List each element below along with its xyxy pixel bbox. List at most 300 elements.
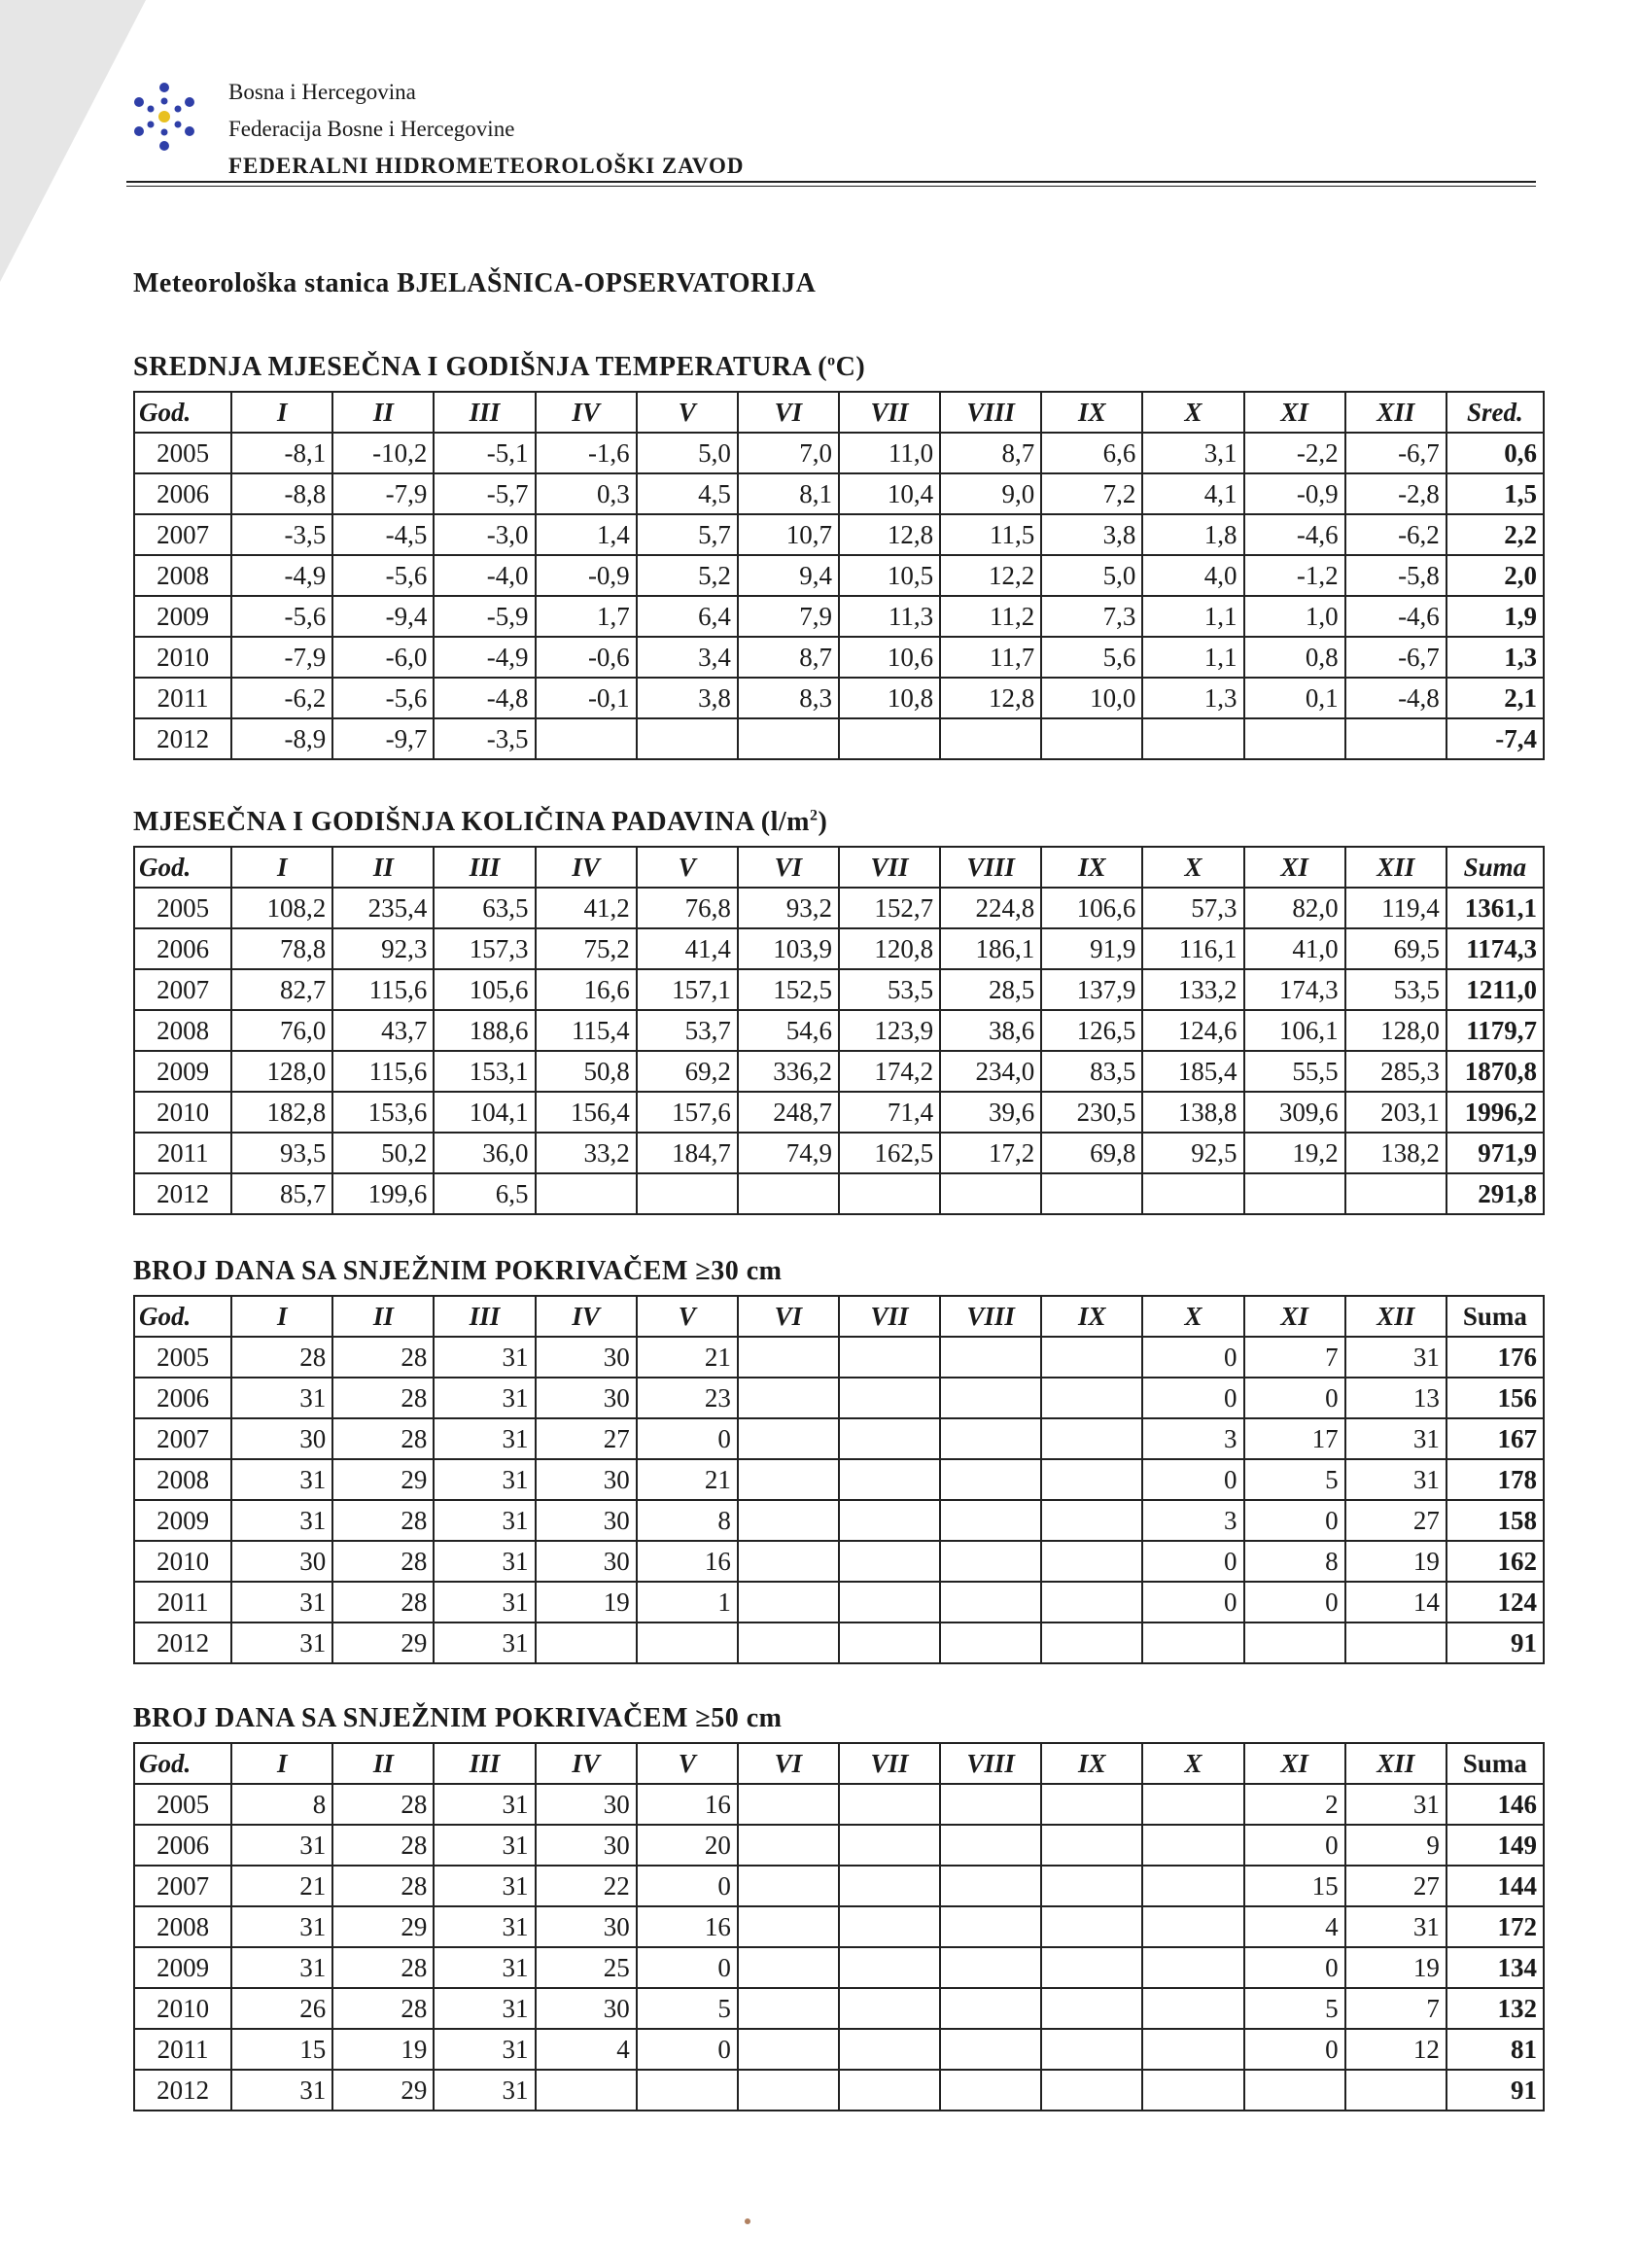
- value-cell: 0: [637, 1947, 738, 1988]
- year-cell: 2007: [134, 514, 231, 555]
- value-cell: 0: [637, 2029, 738, 2070]
- column-header: I: [231, 1296, 332, 1337]
- column-header: XII: [1345, 392, 1446, 433]
- value-cell: 28: [332, 1866, 434, 1906]
- year-cell: 2011: [134, 1133, 231, 1173]
- value-cell: 31: [434, 1825, 535, 1866]
- value-cell: 8: [231, 1784, 332, 1825]
- column-header: X: [1142, 1296, 1243, 1337]
- value-cell: [1041, 1173, 1142, 1214]
- snow30-title: BROJ DANA SA SNJEŽNIM POKRIVAČEM ≥30 cm: [133, 1256, 783, 1286]
- value-cell: 0: [1142, 1337, 1243, 1378]
- value-cell: [637, 1173, 738, 1214]
- value-cell: 39,6: [940, 1092, 1041, 1133]
- value-cell: 7: [1345, 1988, 1446, 2029]
- value-cell: 16,6: [536, 969, 637, 1010]
- value-cell: [1041, 1906, 1142, 1947]
- value-cell: [839, 1459, 940, 1500]
- value-cell: [1142, 718, 1243, 759]
- total-cell: 291,8: [1446, 1173, 1544, 1214]
- value-cell: 157,3: [434, 928, 535, 969]
- value-cell: 30: [536, 1500, 637, 1541]
- value-cell: 0: [637, 1418, 738, 1459]
- value-cell: [1142, 1173, 1243, 1214]
- table-row: [134, 1173, 1544, 1214]
- value-cell: -6,2: [231, 678, 332, 718]
- column-header: God.: [134, 1296, 231, 1337]
- value-cell: 69,2: [637, 1051, 738, 1092]
- value-cell: 30: [536, 1784, 637, 1825]
- table-row: [134, 928, 1544, 969]
- value-cell: 10,8: [839, 678, 940, 718]
- value-cell: [839, 1825, 940, 1866]
- value-cell: [1244, 1622, 1345, 1663]
- value-cell: 0: [1142, 1582, 1243, 1622]
- column-header: X: [1142, 1743, 1243, 1784]
- value-cell: [940, 1622, 1041, 1663]
- value-cell: [1041, 1541, 1142, 1582]
- value-cell: 5: [637, 1988, 738, 2029]
- value-cell: [738, 1622, 839, 1663]
- value-cell: 29: [332, 2070, 434, 2111]
- value-cell: 20: [637, 1825, 738, 1866]
- value-cell: 1,3: [1142, 678, 1243, 718]
- year-cell: 2010: [134, 637, 231, 678]
- year-cell: 2005: [134, 888, 231, 928]
- column-header: V: [637, 392, 738, 433]
- value-cell: 4: [536, 2029, 637, 2070]
- value-cell: 103,9: [738, 928, 839, 969]
- value-cell: 5,0: [637, 433, 738, 473]
- column-header: Suma: [1446, 1296, 1544, 1337]
- value-cell: 21: [231, 1866, 332, 1906]
- value-cell: 31: [434, 2070, 535, 2111]
- value-cell: 28: [332, 1500, 434, 1541]
- value-cell: 19,2: [1244, 1133, 1345, 1173]
- table-row: [134, 1784, 1544, 1825]
- value-cell: 53,5: [1345, 969, 1446, 1010]
- year-cell: 2007: [134, 969, 231, 1010]
- value-cell: 63,5: [434, 888, 535, 928]
- value-cell: 0: [1142, 1541, 1243, 1582]
- total-cell: 158: [1446, 1500, 1544, 1541]
- value-cell: [738, 1825, 839, 1866]
- value-cell: 9: [1345, 1825, 1446, 1866]
- column-header: God.: [134, 847, 231, 888]
- table-row: [134, 1825, 1544, 1866]
- value-cell: 31: [434, 1418, 535, 1459]
- value-cell: 82,0: [1244, 888, 1345, 928]
- value-cell: -6,7: [1345, 433, 1446, 473]
- column-header: III: [434, 392, 535, 433]
- value-cell: 157,6: [637, 1092, 738, 1133]
- value-cell: [940, 1173, 1041, 1214]
- value-cell: 124,6: [1142, 1010, 1243, 1051]
- total-cell: 2,0: [1446, 555, 1544, 596]
- value-cell: 31: [231, 1947, 332, 1988]
- value-cell: [536, 1173, 637, 1214]
- column-header: II: [332, 392, 434, 433]
- value-cell: [839, 718, 940, 759]
- value-cell: 19: [536, 1582, 637, 1622]
- value-cell: 8: [1244, 1541, 1345, 1582]
- value-cell: 8: [637, 1500, 738, 1541]
- value-cell: [839, 1378, 940, 1418]
- value-cell: 0: [1244, 1825, 1345, 1866]
- value-cell: 74,9: [738, 1133, 839, 1173]
- value-cell: 185,4: [1142, 1051, 1243, 1092]
- value-cell: 16: [637, 1784, 738, 1825]
- value-cell: 106,6: [1041, 888, 1142, 928]
- value-cell: 157,1: [637, 969, 738, 1010]
- value-cell: [738, 1784, 839, 1825]
- value-cell: 0: [1244, 1947, 1345, 1988]
- table-row: [134, 888, 1544, 928]
- value-cell: [738, 1500, 839, 1541]
- value-cell: 31: [434, 1947, 535, 1988]
- value-cell: 234,0: [940, 1051, 1041, 1092]
- value-cell: [839, 2029, 940, 2070]
- value-cell: [738, 1173, 839, 1214]
- value-cell: 31: [1345, 1418, 1446, 1459]
- value-cell: 31: [1345, 1337, 1446, 1378]
- value-cell: [839, 1988, 940, 2029]
- column-header: II: [332, 1743, 434, 1784]
- column-header: IX: [1041, 392, 1142, 433]
- column-header: IV: [536, 1296, 637, 1337]
- value-cell: [1244, 2070, 1345, 2111]
- table-row: [134, 2029, 1544, 2070]
- value-cell: 3,8: [637, 678, 738, 718]
- value-cell: 41,2: [536, 888, 637, 928]
- value-cell: 91,9: [1041, 928, 1142, 969]
- value-cell: 285,3: [1345, 1051, 1446, 1092]
- value-cell: [940, 1988, 1041, 2029]
- value-cell: 30: [536, 1337, 637, 1378]
- value-cell: 54,6: [738, 1010, 839, 1051]
- value-cell: 28: [332, 1378, 434, 1418]
- total-cell: 1870,8: [1446, 1051, 1544, 1092]
- value-cell: 30: [536, 1988, 637, 2029]
- value-cell: 10,0: [1041, 678, 1142, 718]
- value-cell: 0: [1244, 1378, 1345, 1418]
- value-cell: 28: [231, 1337, 332, 1378]
- value-cell: 31: [434, 1784, 535, 1825]
- column-header: I: [231, 392, 332, 433]
- value-cell: 28: [332, 1541, 434, 1582]
- value-cell: 92,3: [332, 928, 434, 969]
- value-cell: 30: [536, 1459, 637, 1500]
- value-cell: [1244, 718, 1345, 759]
- column-header: V: [637, 847, 738, 888]
- value-cell: 6,4: [637, 596, 738, 637]
- value-cell: [1345, 1173, 1446, 1214]
- value-cell: 128,0: [1345, 1010, 1446, 1051]
- value-cell: 184,7: [637, 1133, 738, 1173]
- value-cell: -0,1: [536, 678, 637, 718]
- value-cell: [1041, 1947, 1142, 1988]
- value-cell: -0,6: [536, 637, 637, 678]
- value-cell: 12: [1345, 2029, 1446, 2070]
- value-cell: 156,4: [536, 1092, 637, 1133]
- value-cell: 1,1: [1142, 596, 1243, 637]
- value-cell: 31: [1345, 1784, 1446, 1825]
- value-cell: 69,8: [1041, 1133, 1142, 1173]
- value-cell: 133,2: [1142, 969, 1243, 1010]
- value-cell: 50,8: [536, 1051, 637, 1092]
- value-cell: [940, 2029, 1041, 2070]
- value-cell: [839, 2070, 940, 2111]
- value-cell: 14: [1345, 1582, 1446, 1622]
- value-cell: -3,0: [434, 514, 535, 555]
- total-cell: 132: [1446, 1988, 1544, 2029]
- value-cell: 9,4: [738, 555, 839, 596]
- column-header: X: [1142, 392, 1243, 433]
- value-cell: 19: [1345, 1947, 1446, 1988]
- value-cell: 162,5: [839, 1133, 940, 1173]
- year-cell: 2009: [134, 1500, 231, 1541]
- table-row: [134, 1541, 1544, 1582]
- value-cell: 31: [434, 1378, 535, 1418]
- value-cell: [1142, 1825, 1243, 1866]
- value-cell: 76,0: [231, 1010, 332, 1051]
- value-cell: 31: [231, 1500, 332, 1541]
- year-cell: 2006: [134, 473, 231, 514]
- total-cell: 146: [1446, 1784, 1544, 1825]
- total-cell: 0,6: [1446, 433, 1544, 473]
- value-cell: 10,6: [839, 637, 940, 678]
- value-cell: 27: [536, 1418, 637, 1459]
- value-cell: -4,6: [1244, 514, 1345, 555]
- value-cell: 3,8: [1041, 514, 1142, 555]
- value-cell: -9,7: [332, 718, 434, 759]
- value-cell: 31: [1345, 1906, 1446, 1947]
- value-cell: 7,9: [738, 596, 839, 637]
- value-cell: 0,3: [536, 473, 637, 514]
- year-cell: 2008: [134, 1010, 231, 1051]
- header-federation: Federacija Bosne i Hercegovine: [228, 117, 515, 141]
- value-cell: -6,7: [1345, 637, 1446, 678]
- value-cell: [738, 1378, 839, 1418]
- column-header: God.: [134, 392, 231, 433]
- table-row: [134, 1500, 1544, 1541]
- value-cell: 29: [332, 1622, 434, 1663]
- value-cell: 31: [231, 1622, 332, 1663]
- column-header: IV: [536, 392, 637, 433]
- year-cell: 2006: [134, 928, 231, 969]
- value-cell: 10,4: [839, 473, 940, 514]
- table-row: [134, 678, 1544, 718]
- value-cell: 28: [332, 1784, 434, 1825]
- value-cell: 16: [637, 1541, 738, 1582]
- table-row: [134, 1947, 1544, 1988]
- value-cell: 29: [332, 1906, 434, 1947]
- value-cell: 188,6: [434, 1010, 535, 1051]
- value-cell: 152,5: [738, 969, 839, 1010]
- value-cell: 5: [1244, 1988, 1345, 2029]
- value-cell: [839, 1622, 940, 1663]
- value-cell: 199,6: [332, 1173, 434, 1214]
- table-row: [134, 1582, 1544, 1622]
- value-cell: [839, 1906, 940, 1947]
- value-cell: [940, 1784, 1041, 1825]
- value-cell: -4,6: [1345, 596, 1446, 637]
- value-cell: [738, 718, 839, 759]
- year-cell: 2008: [134, 1906, 231, 1947]
- value-cell: 3,1: [1142, 433, 1243, 473]
- header-rule: [126, 181, 1536, 183]
- table-row: [134, 2070, 1544, 2111]
- table-row: [134, 433, 1544, 473]
- value-cell: 31: [231, 1582, 332, 1622]
- value-cell: 12,8: [839, 514, 940, 555]
- value-cell: 10,5: [839, 555, 940, 596]
- value-cell: [940, 1582, 1041, 1622]
- value-cell: 5,7: [637, 514, 738, 555]
- value-cell: [637, 1622, 738, 1663]
- value-cell: [738, 1947, 839, 1988]
- value-cell: [1041, 1866, 1142, 1906]
- table-row: [134, 596, 1544, 637]
- column-header: I: [231, 1743, 332, 1784]
- value-cell: [637, 718, 738, 759]
- value-cell: 5: [1244, 1459, 1345, 1500]
- value-cell: 182,8: [231, 1092, 332, 1133]
- total-cell: 1,9: [1446, 596, 1544, 637]
- value-cell: 224,8: [940, 888, 1041, 928]
- value-cell: -3,5: [434, 718, 535, 759]
- temperature-header-row: [134, 392, 1544, 433]
- value-cell: 248,7: [738, 1092, 839, 1133]
- table-row: [134, 1092, 1544, 1133]
- value-cell: 11,5: [940, 514, 1041, 555]
- value-cell: 11,3: [839, 596, 940, 637]
- value-cell: 0: [1142, 1459, 1243, 1500]
- value-cell: 28: [332, 1418, 434, 1459]
- value-cell: -0,9: [536, 555, 637, 596]
- value-cell: 55,5: [1244, 1051, 1345, 1092]
- value-cell: 23: [637, 1378, 738, 1418]
- value-cell: 123,9: [839, 1010, 940, 1051]
- value-cell: 0: [1142, 1378, 1243, 1418]
- column-header: XII: [1345, 847, 1446, 888]
- value-cell: -6,0: [332, 637, 434, 678]
- value-cell: 11,7: [940, 637, 1041, 678]
- value-cell: [1142, 1906, 1243, 1947]
- total-cell: 1,3: [1446, 637, 1544, 678]
- value-cell: [738, 2029, 839, 2070]
- value-cell: 1,4: [536, 514, 637, 555]
- header-institute: FEDERALNI HIDROMETEOROLOŠKI ZAVOD: [228, 154, 745, 178]
- year-cell: 2010: [134, 1541, 231, 1582]
- value-cell: -2,2: [1244, 433, 1345, 473]
- table-row: [134, 473, 1544, 514]
- value-cell: 4,5: [637, 473, 738, 514]
- value-cell: 28: [332, 1988, 434, 2029]
- value-cell: 33,2: [536, 1133, 637, 1173]
- value-cell: [839, 1784, 940, 1825]
- value-cell: -0,9: [1244, 473, 1345, 514]
- value-cell: 5,2: [637, 555, 738, 596]
- value-cell: -8,8: [231, 473, 332, 514]
- value-cell: 9,0: [940, 473, 1041, 514]
- value-cell: 30: [536, 1378, 637, 1418]
- value-cell: [839, 1173, 940, 1214]
- value-cell: 30: [231, 1541, 332, 1582]
- value-cell: -5,1: [434, 433, 535, 473]
- value-cell: 138,8: [1142, 1092, 1243, 1133]
- value-cell: [738, 1866, 839, 1906]
- value-cell: 31: [434, 2029, 535, 2070]
- total-cell: 156: [1446, 1378, 1544, 1418]
- column-header: XI: [1244, 847, 1345, 888]
- column-header: VII: [839, 1296, 940, 1337]
- value-cell: 16: [637, 1906, 738, 1947]
- value-cell: [940, 1947, 1041, 1988]
- value-cell: 0,1: [1244, 678, 1345, 718]
- table-row: [134, 1337, 1544, 1378]
- column-header: IV: [536, 847, 637, 888]
- snow30-table: [133, 1295, 1545, 1664]
- value-cell: 31: [434, 1988, 535, 2029]
- value-cell: [1142, 1784, 1243, 1825]
- table-row: [134, 1418, 1544, 1459]
- value-cell: [536, 2070, 637, 2111]
- value-cell: 50,2: [332, 1133, 434, 1173]
- value-cell: [1041, 1418, 1142, 1459]
- value-cell: [1041, 2070, 1142, 2111]
- year-cell: 2012: [134, 2070, 231, 2111]
- ink-speck: [745, 2218, 750, 2224]
- value-cell: 153,1: [434, 1051, 535, 1092]
- value-cell: 31: [434, 1622, 535, 1663]
- value-cell: [1142, 2070, 1243, 2111]
- value-cell: -6,2: [1345, 514, 1446, 555]
- value-cell: -4,9: [434, 637, 535, 678]
- header-country: Bosna i Hercegovina: [228, 80, 416, 104]
- value-cell: 115,6: [332, 1051, 434, 1092]
- value-cell: 31: [434, 1906, 535, 1947]
- column-header: VI: [738, 1296, 839, 1337]
- value-cell: 8,7: [738, 637, 839, 678]
- precipitation-title: MJESEČNA I GODIŠNJA KOLIČINA PADAVINA $(l/m^2)$: [133, 807, 828, 837]
- value-cell: [940, 1337, 1041, 1378]
- value-cell: [1345, 718, 1446, 759]
- column-header: VII: [839, 392, 940, 433]
- value-cell: -7,9: [231, 637, 332, 678]
- value-cell: 8,1: [738, 473, 839, 514]
- value-cell: 104,1: [434, 1092, 535, 1133]
- value-cell: [738, 1418, 839, 1459]
- column-header: VI: [738, 1743, 839, 1784]
- value-cell: 71,4: [839, 1092, 940, 1133]
- total-cell: 2,1: [1446, 678, 1544, 718]
- value-cell: 7,2: [1041, 473, 1142, 514]
- table-row: [134, 1988, 1544, 2029]
- total-cell: 91: [1446, 2070, 1544, 2111]
- value-cell: 4: [1244, 1906, 1345, 1947]
- value-cell: 8,7: [940, 433, 1041, 473]
- total-cell: 172: [1446, 1906, 1544, 1947]
- value-cell: -4,9: [231, 555, 332, 596]
- value-cell: [738, 1906, 839, 1947]
- value-cell: 27: [1345, 1866, 1446, 1906]
- value-cell: 31: [434, 1337, 535, 1378]
- value-cell: 0: [1244, 1582, 1345, 1622]
- value-cell: [1142, 1622, 1243, 1663]
- value-cell: [738, 1541, 839, 1582]
- value-cell: 31: [231, 1378, 332, 1418]
